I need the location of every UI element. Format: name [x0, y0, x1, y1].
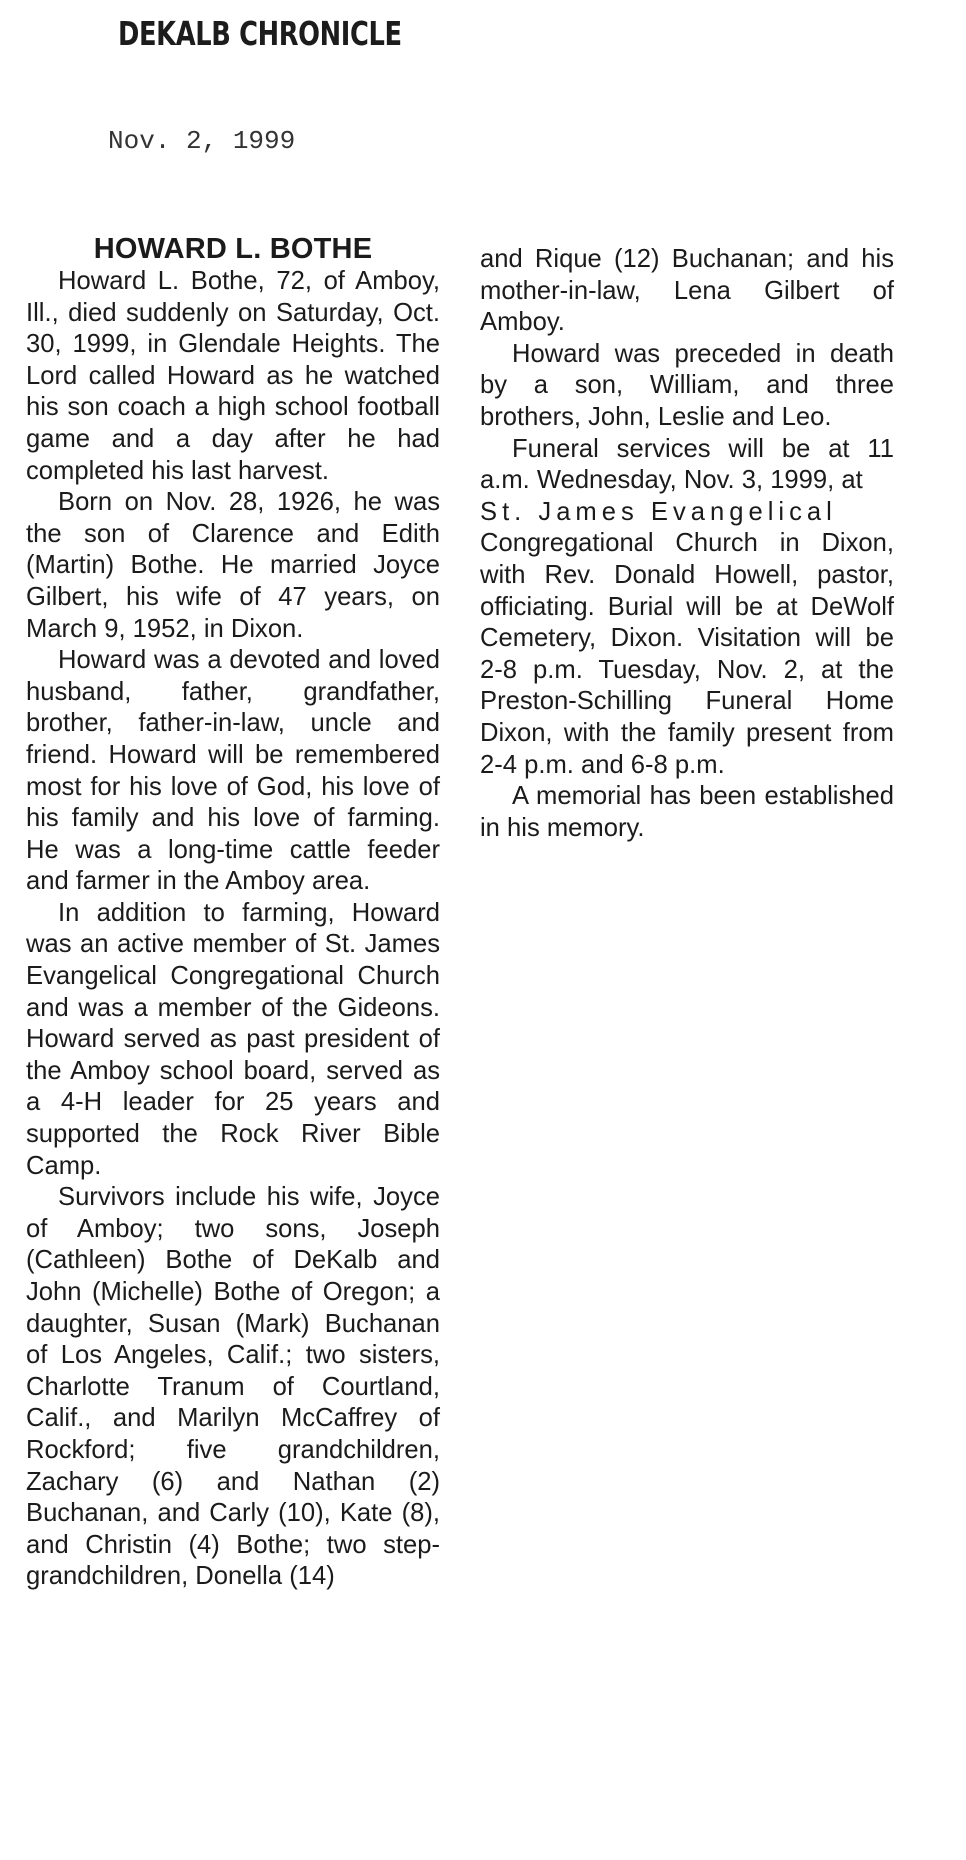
paragraph-birth: Born on Nov. 28, 1926, he was the son of Clarence and Edith (Martin) Bothe. He married Joyce Gilbert, his wife of 47 years, on March 9, 1952, in Dixon.: [26, 488, 440, 643]
dateline: Nov. 2, 1999: [108, 126, 296, 156]
obituary-right-column: [480, 244, 894, 844]
paragraph-preceded: Howard was preceded in death by a son, William, and three brothers, John, Leslie and Leo.: [480, 339, 894, 431]
paragraph-funeral-church: St. James Evangelical: [480, 497, 837, 526]
paragraph-intro: Howard L. Bothe, 72, of Amboy, Ill., died suddenly on Saturday, Oct. 30, 1999, in Glendale Heights. The Lord called Howard as he watched his son coach a high school football game and a day after he had completed his last harvest.: [26, 267, 440, 485]
masthead: DEKALB CHRONICLE: [118, 14, 402, 53]
paragraph-funeral-a: Funeral services will be at 11 a.m. Wednesday, Nov. 3, 1999, at: [480, 434, 894, 495]
paragraph-memorial: A memorial has been established in his memory.: [480, 782, 894, 842]
paragraph-funeral-b: Congregational Church in Dixon, with Rev. Donald Howell, pastor, officiating. Burial will be at DeWolf Cemetery, Dixon. Visitation will be 2-8 p.m. Tuesday, Nov. 2, at the Preston-Schilling Funeral Home Dixon, with the family present from 2-4 p.m. and 6-8 p.m.: [480, 529, 894, 779]
paragraph-activities: In addition to farming, Howard was an active member of St. James Evangelical Congregational Church and was a member of the Gideons. Howard served as past president of the Amboy school board, served as a 4-H leader for 25 years and supported the Rock River Bible Camp.: [26, 898, 440, 1180]
paragraph-devotion: Howard was a devoted and loved husband, father, grandfather, brother, father-in-law, uncle and friend. Howard will be remembered most for his love of God, his love of his family and his love of farming. He was a long-time cattle feeder and farmer in the Amboy area.: [26, 646, 440, 896]
obituary-headline: HOWARD L. BOTHE: [93, 233, 373, 265]
obituary-left-column: [26, 232, 440, 1593]
paragraph-survivors: Survivors include his wife, Joyce of Amboy; two sons, Joseph (Cathleen) Bothe of DeKalb and John (Michelle) Bothe of Oregon; a daughter, Susan (Mark) Buchanan of Los Angeles, Calif.; two sisters, Charlotte Tranum of Courtland, Calif., and Marilyn McCaffrey of Rockford; five grandchildren, Zachary (6) and Nathan (2) Buchanan, and Carly (10), Kate (8), and Christin (4) Bothe; two step-grandchildren, Donella (14): [26, 1183, 440, 1591]
paragraph-survivors-continued: and Rique (12) Buchanan; and his mother-in-law, Lena Gilbert of Amboy.: [480, 245, 894, 337]
